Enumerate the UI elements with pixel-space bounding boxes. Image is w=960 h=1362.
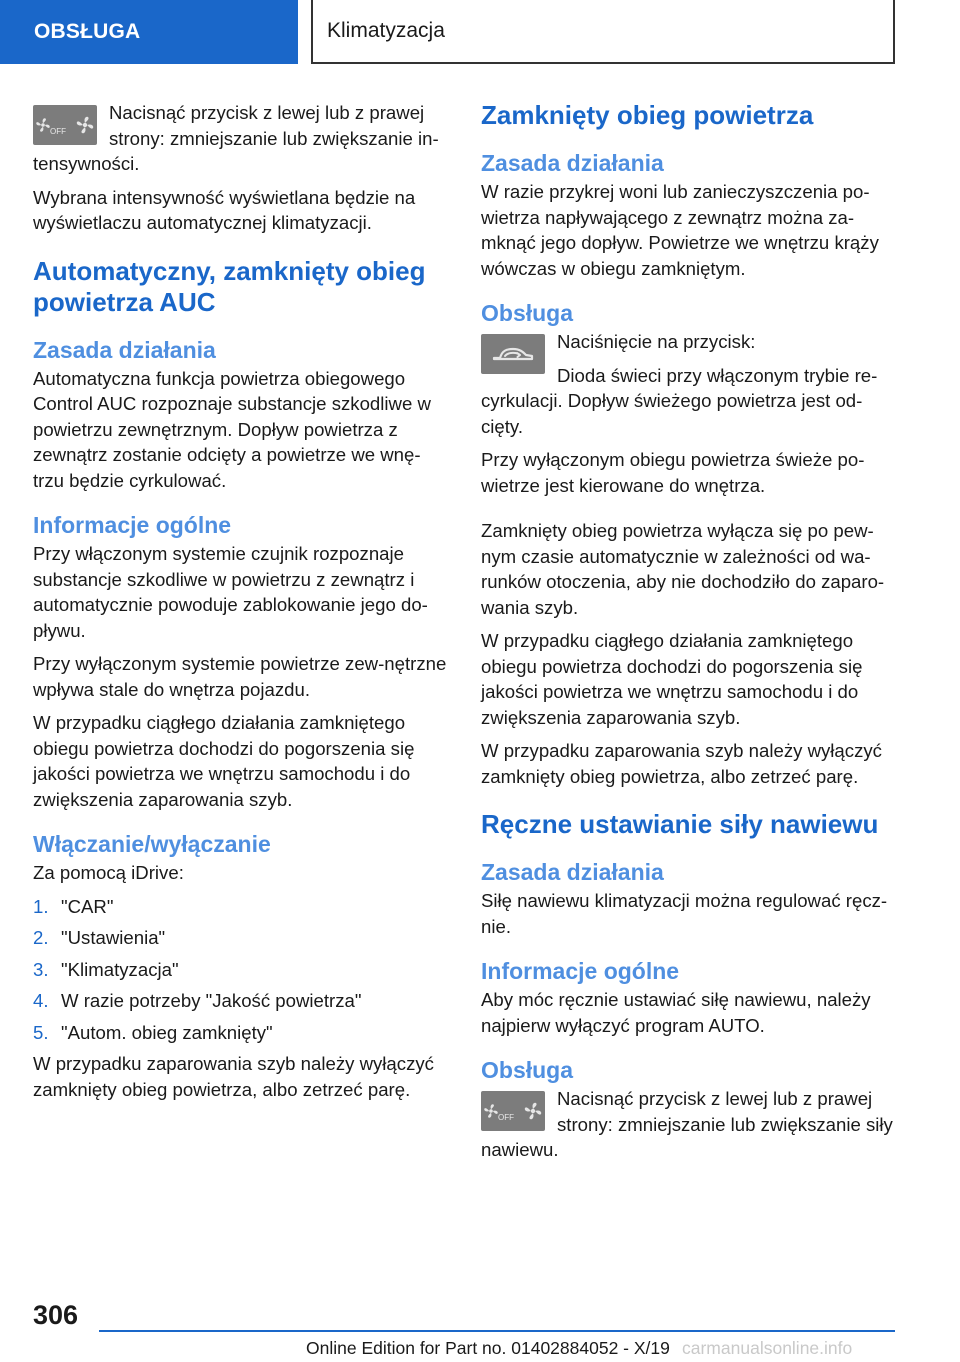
- paragraph: W przypadku zaparowania szyb należy wyłączyć zamknięty obieg powietrza, albo zetrzeć parę.: [481, 740, 882, 787]
- off-glyph: OFF: [498, 1113, 514, 1123]
- paragraph: Nacisnąć przycisk z lewej lub z prawej strony: zmniejszanie lub zwiększanie in‐tensywności.: [33, 102, 439, 174]
- chapter-title: Klimatyzacja: [327, 19, 445, 42]
- paragraph: Wybrana intensywność wyświetlana będzie na wyświetlaczu automatycznej klimatyzacji.: [33, 186, 416, 233]
- paragraph: W przypadku ciągłego działania zamkniętego obiegu powietrza dochodzi do pogorszenia się jakości powietrza we wnętrzu samochodu i do zwiększenia zaparowania szyb.: [33, 712, 415, 810]
- watermark: carmanualsonline.info: [682, 1338, 853, 1358]
- paragraph: Naciśnięcie na przycisk:: [557, 331, 756, 352]
- heading-informacje: Informacje ogólne: [481, 958, 680, 984]
- idrive-steps: [33, 894, 447, 1046]
- recirculation-instruction: [481, 329, 895, 447]
- paragraph: W przypadku zaparowania szyb należy wyłączyć zamknięty obieg powietrza, albo zetrzeć parę.: [33, 1053, 434, 1100]
- paragraph: Dioda świeci przy włączonym trybie re‐cyrkulacji. Dopływ świeżego powietrza jest od‐cięty.: [481, 364, 878, 437]
- page-number: 306: [33, 1300, 79, 1330]
- heading-informacje: Informacje ogólne: [33, 512, 232, 538]
- fan-intensity-instruction: [33, 100, 447, 185]
- heading-zasada: Zasada działania: [481, 859, 664, 885]
- paragraph: Zamknięty obieg powietrza wyłącza się po pew‐nym czasie automatycznie w zależności od wa‐runków otoczenia, aby nie dochodziło do zaparo‐wania szyb.: [481, 520, 885, 618]
- fan-off-button-icon: [481, 1091, 545, 1131]
- heading-reczne: Ręczne ustawianie siły nawiewu: [481, 809, 879, 839]
- right-column: [481, 100, 895, 1171]
- list-item: 5. "Autom. obieg zamknięty": [33, 1021, 273, 1043]
- section-title: OBSŁUGA: [34, 20, 141, 43]
- heading-zasada: Zasada działania: [481, 150, 664, 176]
- fan-off-button-icon: [33, 105, 97, 145]
- paragraph: Nacisnąć przycisk z lewej lub z prawej strony: zmniejszanie lub zwiększanie siły nawiewu.: [481, 1088, 893, 1160]
- paragraph: W przypadku ciągłego działania zamkniętego obiegu powietrza dochodzi do pogorszenia się jakości powietrza we wnętrzu samochodu i do zwiększenia zaparowania szyb.: [481, 630, 863, 728]
- list-item: 3. "Klimatyzacja": [33, 958, 179, 980]
- fan-strength-instruction: [481, 1086, 895, 1171]
- chapter-header: [311, 0, 895, 64]
- paragraph: Przy wyłączonym systemie powietrze zew‐nętrzne wpływa stale do wnętrza pojazdu.: [33, 653, 447, 700]
- paragraph: Siłę nawiewu klimatyzacji można regulować ręcz‐nie.: [481, 890, 888, 937]
- paragraph: Przy włączonym systemie czujnik rozpoznaje substancje szkodliwe w powietrzu z zewnątrz i automatycznie powoduje zablokowanie jego do‐pływu.: [33, 543, 428, 641]
- paragraph: Za pomocą iDrive:: [33, 862, 184, 883]
- list-item: 4. W razie potrzeby "Jakość powietrza": [33, 990, 362, 1011]
- paragraph: W razie przykrej woni lub zanieczyszczenia po‐wietrza napływającego z zewnątrz można za‐mknąć jego dopływ. Powietrze we wnętrzu krąży wówczas w obiegu zamkniętym.: [481, 181, 879, 279]
- heading-obsluga: Obsługa: [481, 1057, 574, 1083]
- edition-note: Online Edition for Part no. 01402884052 - X/19: [306, 1338, 670, 1358]
- paragraph: Przy wyłączonym obiegu powietrza świeże po‐wietrze jest kierowane do wnętrza.: [481, 449, 865, 496]
- off-glyph: OFF: [50, 127, 66, 137]
- section-tab: [0, 0, 298, 64]
- left-column: [33, 100, 447, 1110]
- footer-divider: [99, 1330, 895, 1332]
- heading-zasada: Zasada działania: [33, 336, 216, 363]
- list-item: 2. "Ustawienia": [33, 927, 166, 948]
- list-item: 1. "CAR": [33, 895, 114, 917]
- heading-zamkniety: Zamknięty obieg powietrza: [481, 100, 814, 130]
- heading-auc: Automatyczny, zamknięty obieg powietrza AUC: [33, 255, 426, 317]
- paragraph: Automatyczna funkcja powietrza obiegowego Control AUC rozpoznaje substancje szkodliwe w powietrzu zewnętrznym. Dopływ powietrza z zewnątrz zostanie odcięty a powietrze we wnę‐trzu będzie cyrkulować.: [33, 367, 431, 491]
- paragraph: Aby móc ręcznie ustawiać siłę nawiewu, należy najpierw wyłączyć program AUTO.: [481, 989, 871, 1036]
- heading-obsluga: Obsługa: [481, 300, 574, 326]
- recirculation-button-icon: [481, 334, 545, 374]
- heading-wlaczanie: Włączanie/wyłączanie: [33, 831, 271, 857]
